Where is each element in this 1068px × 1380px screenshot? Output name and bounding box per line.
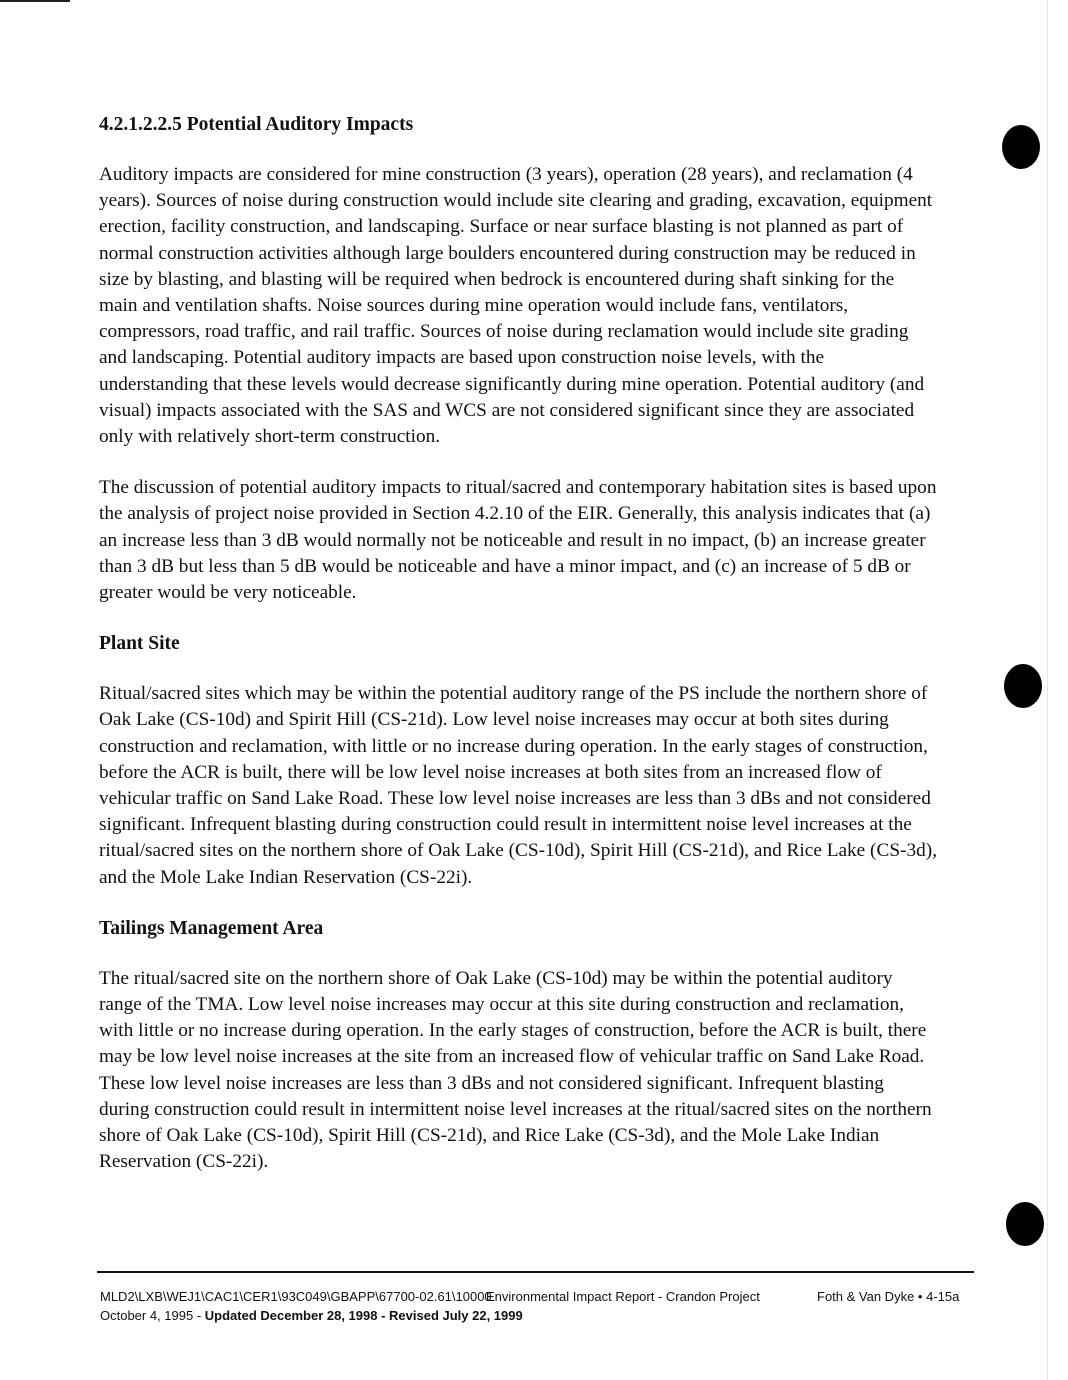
plant-site-paragraph: Ritual/sacred sites which may be within the potential auditory range of the PS include the northern shore of Oak Lake (CS-10d) and Spirit Hill (CS-21d). Low level noise increases may occur at both sites during construction and reclamation, with little or no increase during operation. In the early stages of construction, before the ACR is built, there will be low level noise increases at both sites from an increased flow of vehicular traffic on Sand Lake Road. These low level noise increases are less than 3 dBs and not considered significant. Infrequent blasting during construction could result in intermittent noise level increases at the ritual/sacred sites on the northern shore of Oak Lake (CS-10d), Spirit Hill (CS-21d), and Rice Lake (CS-3d), and the Mole Lake Indian Reservation (CS-22i). <box>99 683 938 888</box>
binder-hole-icon <box>1002 125 1040 169</box>
footer-firm-page: Foth & Van Dyke • 4-15a <box>817 1289 960 1304</box>
binder-hole-icon <box>1006 1202 1044 1246</box>
page-footer <box>100 1287 980 1325</box>
footer-revision: Updated December 28, 1998 - Revised July 22, 1999 <box>204 1308 523 1323</box>
footer-line-2 <box>100 1306 980 1325</box>
tailings-paragraph: The ritual/sacred site on the northern shore of Oak Lake (CS-10d) may be within the potential auditory range of the TMA. Low level noise increases may occur at this site during construction and reclamation, with little or no increase during operation. In the early stages of construction, before the ACR is built, there may be low level noise increases at the site from an increased flow of vehicular traffic on Sand Lake Road. These low level noise increases are less than 3 dBs and not considered significant. Infrequent blasting during construction could result in intermittent noise level increases at the ritual/sacred sites on the northern shore of Oak Lake (CS-10d), Spirit Hill (CS-21d), and Rice Lake (CS-3d), and the Mole Lake Indian Reservation (CS-22i). <box>99 967 932 1173</box>
top-edge-rule <box>0 0 70 2</box>
tailings-heading: Tailings Management Area <box>99 917 324 939</box>
discussion-paragraph: The discussion of potential auditory impacts to ritual/sacred and contemporary habitation sites is based upon the analysis of project noise provided in Section 4.2.10 of the EIR. Generally, this analysis indicates that (a) an increase less than 3 dB would normally not be noticeable and result in no impact, (b) an increase greater than 3 dB but less than 5 dB would be noticeable and have a minor impact, and (c) an increase of 5 dB or greater would be very noticeable. <box>99 477 937 604</box>
document-body <box>99 112 937 1201</box>
binder-hole-icon <box>1004 664 1042 708</box>
page-edge-line <box>1047 0 1048 1380</box>
footer-rule <box>97 1271 974 1273</box>
intro-paragraph: Auditory impacts are considered for mine construction (3 years), operation (28 years), and reclamation (4 years). Sources of noise during construction would include site clearing and grading, excavation, equipment erection, facility construction, and landscaping. Surface or near surface blasting is not planned as part of normal construction activities although large boulders encountered during construction may be reduced in size by blasting, and blasting will be required when bedrock is encountered during shaft sinking for the main and ventilation shafts. Noise sources during mine operation would include fans, ventilators, compressors, road traffic, and rail traffic. Sources of noise during reclamation would include site grading and landscaping. Potential auditory impacts are based upon construction noise levels, with the understanding that these levels would decrease significantly during mine operation. Potential auditory (and visual) impacts associated with the SAS and WCS are not considered significant since they are associated only with relatively short-term construction. <box>99 164 933 448</box>
footer-file-path: MLD2\LXB\WEJ1\CAC1\CER1\93C049\GBAPP\67700-02.61\10000 <box>100 1289 492 1304</box>
section-heading: 4.2.1.2.2.5 Potential Auditory Impacts <box>99 114 414 135</box>
plant-site-heading: Plant Site <box>99 633 180 655</box>
footer-line-1 <box>100 1287 980 1306</box>
footer-date: October 4, 1995 - <box>100 1308 205 1323</box>
footer-document-title: Environmental Impact Report - Crandon Project <box>486 1289 760 1304</box>
